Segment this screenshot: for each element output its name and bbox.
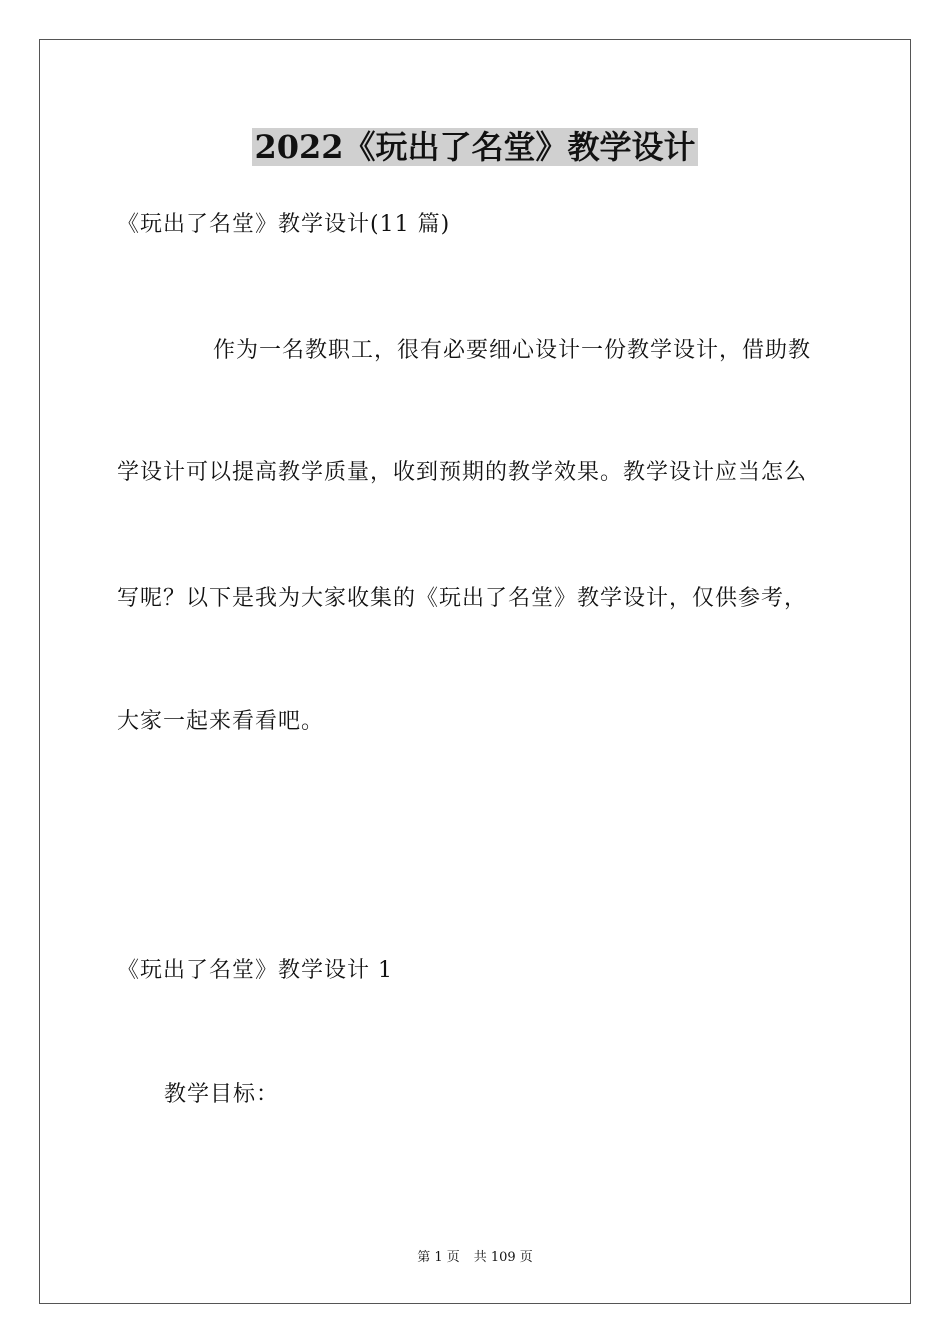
document-title-text: 2022《玩出了名堂》教学设计 (254, 128, 696, 166)
teaching-goal-label: 教学目标： (164, 1082, 280, 1107)
intro-line-2: 学设计可以提高教学质量，收到预期的教学效果。教学设计应当怎么 (117, 460, 808, 485)
section-heading: 《玩出了名堂》教学设计 1 (117, 958, 393, 983)
page-footer (0, 1249, 950, 1267)
document-title (0, 125, 950, 169)
page-number: 第 1 页 (417, 1250, 460, 1265)
page-total: 共 109 页 (473, 1250, 533, 1265)
document-subtitle: 《玩出了名堂》教学设计(11 篇) (117, 212, 451, 237)
intro-line-3: 写呢？以下是我为大家收集的《玩出了名堂》教学设计，仅供参考， (117, 586, 808, 611)
intro-line-1: 作为一名教职工，很有必要细心设计一份教学设计，借助教 (213, 338, 812, 363)
intro-line-4: 大家一起来看看吧。 (117, 709, 325, 734)
